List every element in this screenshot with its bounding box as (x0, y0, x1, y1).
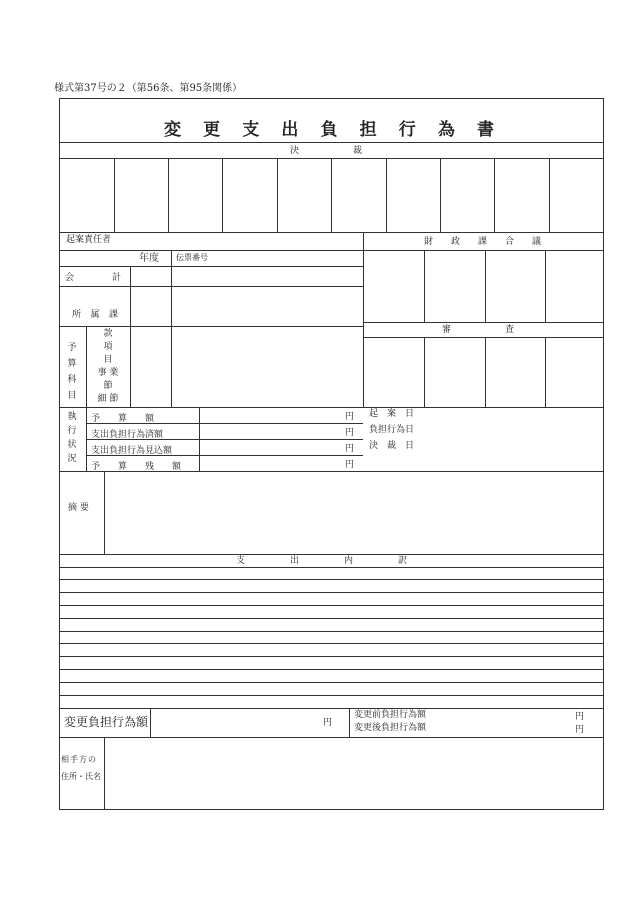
date-label: 負担行為日 (369, 425, 415, 435)
title-char: 行 (398, 120, 416, 140)
kaikei-char: 計 (111, 273, 121, 283)
title-char: 支 (242, 120, 260, 140)
audit-label: 審 査 (442, 325, 515, 335)
exec-row-label: 支出負担行為済額 (91, 430, 164, 440)
finance-consult-label: 財 政 課 合 議 (424, 237, 542, 247)
exec-row-label: 予 算 額 (91, 414, 155, 424)
shozoku-char: 課 (108, 310, 118, 320)
date-label: 決 裁 日 (369, 441, 415, 451)
yk-char: 予 (67, 343, 77, 353)
summary-label: 摘 要 (68, 503, 89, 513)
change-amount-unit: 円 (323, 718, 333, 728)
title-char: 負 (320, 120, 338, 140)
sj-char: 行 (67, 426, 77, 436)
yk-char: 算 (67, 359, 77, 369)
date-label: 起 案 日 (369, 409, 415, 419)
exec-row-unit: 円 (345, 412, 355, 422)
kamoku-item: 款 (103, 329, 113, 339)
before-amount-label: 変更前負担行為額 (354, 710, 427, 720)
shikko-jokyo-label (66, 410, 78, 466)
kamoku-item: 細 節 (97, 394, 119, 404)
form-title (164, 115, 494, 140)
kamoku-item: 項 (103, 342, 113, 352)
yk-char: 科 (67, 375, 77, 385)
denpyo-label: 伝票番号 (176, 253, 208, 262)
shozoku-char: 属 (90, 310, 100, 320)
counterparty-label-1: 相手方の (61, 755, 97, 764)
exec-row-unit: 円 (345, 444, 355, 454)
summary-field[interactable] (105, 472, 603, 553)
sj-char: 況 (67, 454, 77, 464)
counterparty-field[interactable] (105, 738, 603, 809)
requester-label: 起案責任者 (66, 235, 112, 245)
title-char: 書 (477, 120, 494, 140)
kamoku-items (86, 328, 130, 406)
counterparty-label-2: 住所・氏名 (61, 772, 101, 781)
kaikei-char: 会 (65, 273, 75, 283)
yosan-kamoku-label (66, 340, 78, 404)
nendo-label: 年度 (139, 253, 159, 264)
breakdown-area[interactable] (60, 568, 603, 707)
sj-char: 執 (67, 412, 77, 422)
shozoku-char: 所 (72, 310, 82, 320)
change-amount-label: 変更負担行為額 (64, 715, 149, 729)
breakdown-label: 支 出 内 訳 (236, 556, 408, 566)
yk-char: 目 (67, 391, 77, 401)
after-amount-label: 変更後負担行為額 (354, 723, 427, 733)
exec-row-unit: 円 (345, 460, 355, 470)
kamoku-item: 節 (103, 381, 113, 391)
exec-row-label: 予 算 残 額 (91, 462, 182, 472)
decision-stamp-box[interactable] (60, 159, 113, 231)
decision-label: 決 裁 (290, 146, 363, 156)
exec-row-unit: 円 (345, 428, 355, 438)
shozoku-label (72, 307, 118, 320)
title-char: 更 (203, 120, 221, 140)
before-amount-unit: 円 (575, 712, 585, 722)
title-char: 変 (164, 120, 181, 140)
kamoku-item: 目 (103, 355, 113, 365)
sj-char: 状 (67, 440, 77, 450)
title-char: 為 (437, 120, 455, 140)
kaikei-label (65, 270, 121, 283)
form-number: 様式第37号の２（第56条、第95条関係） (54, 83, 243, 94)
title-char: 出 (281, 120, 299, 140)
exec-row-label: 支出負担行為見込額 (91, 446, 173, 456)
kamoku-item: 事 業 (97, 368, 119, 378)
after-amount-unit: 円 (575, 725, 585, 735)
title-char: 担 (359, 120, 377, 140)
